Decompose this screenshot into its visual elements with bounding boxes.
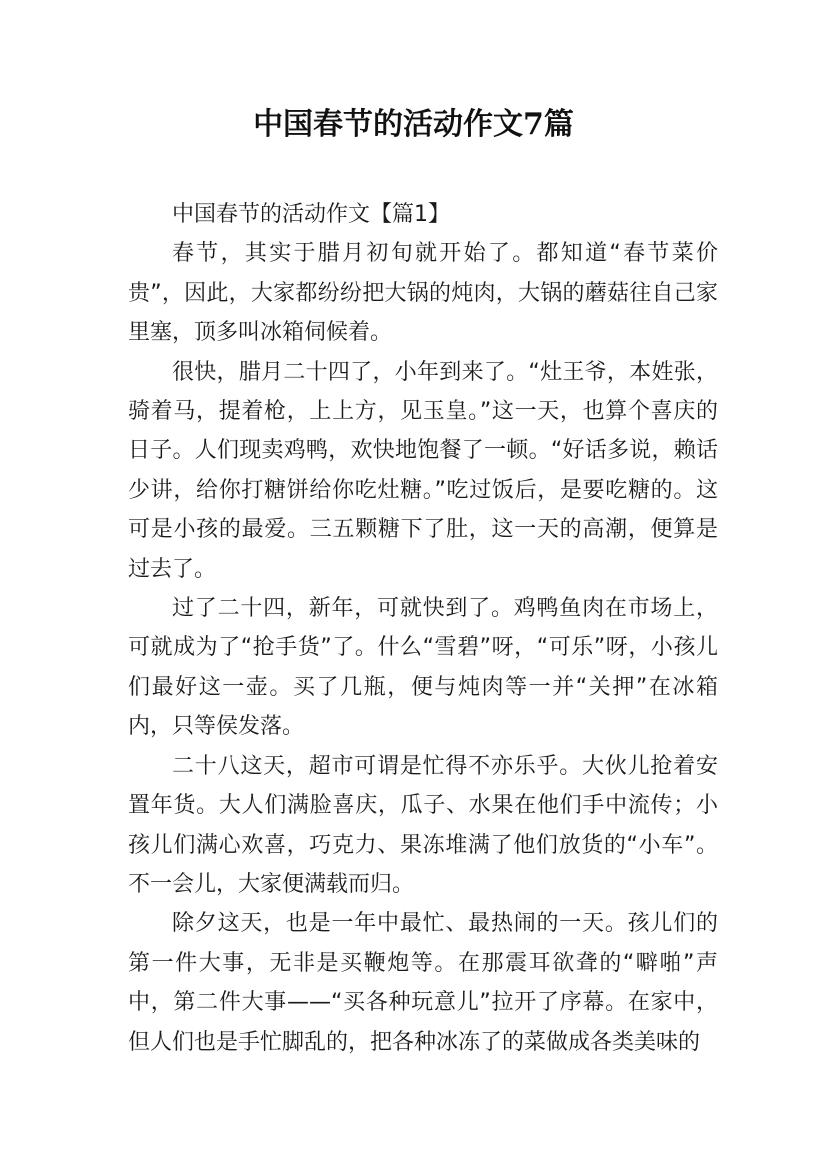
document-title: 中国春节的活动作文7篇 — [253, 107, 574, 142]
paragraph: 除夕这天，也是一年中最忙、最热闹的一天。孩儿们的第一件大事，无非是买鞭炮等。在那震耳欲聋的“噼啪”声中，第二件大事——“买各种玩意儿”拉开了序幕。在家中，但人们也是手忙脚乱的，把各种冰冻了的菜做成各类美味的 — [128, 911, 718, 1055]
section-heading: 中国春节的活动作文【篇1】 — [172, 202, 450, 227]
paragraph: 二十八这天，超市可谓是忙得不亦乐乎。大伙儿抢着安置年货。大人们满脸喜庆，瓜子、水果在他们手中流传；小孩儿们满心欢喜，巧克力、果冻堆满了他们放货的“小车”。不一会儿，大家便满载而归。 — [128, 753, 718, 897]
paragraph: 过了二十四，新年，可就快到了。鸡鸭鱼肉在市场上，可就成为了“抢手货”了。什么“雪碧”呀，“可乐”呀，小孩儿们最好这一壶。买了几瓶，便与炖肉等一并“关押”在冰箱内，只等侯发落。 — [128, 596, 718, 740]
paragraph: 很快，腊月二十四了，小年到来了。“灶王爷，本姓张，骑着马，提着枪，上上方，见玉皇。”这一天，也算个喜庆的日子。人们现卖鸡鸭，欢快地饱餐了一顿。“好话多说，赖话少讲，给你打糖饼给你吃灶糖。”吃过饭后，是要吃糖的。这可是小孩的最爱。三五颗糖下了肚，这一天的高潮，便算是过去了。 — [128, 359, 718, 582]
document-body — [128, 195, 718, 1062]
paragraph: 春节，其实于腊月初旬就开始了。都知道“春节菜价贵”，因此，大家都纷纷把大锅的炖肉，大锅的蘑菇往自己家里塞，顶多叫冰箱伺候着。 — [128, 241, 718, 346]
